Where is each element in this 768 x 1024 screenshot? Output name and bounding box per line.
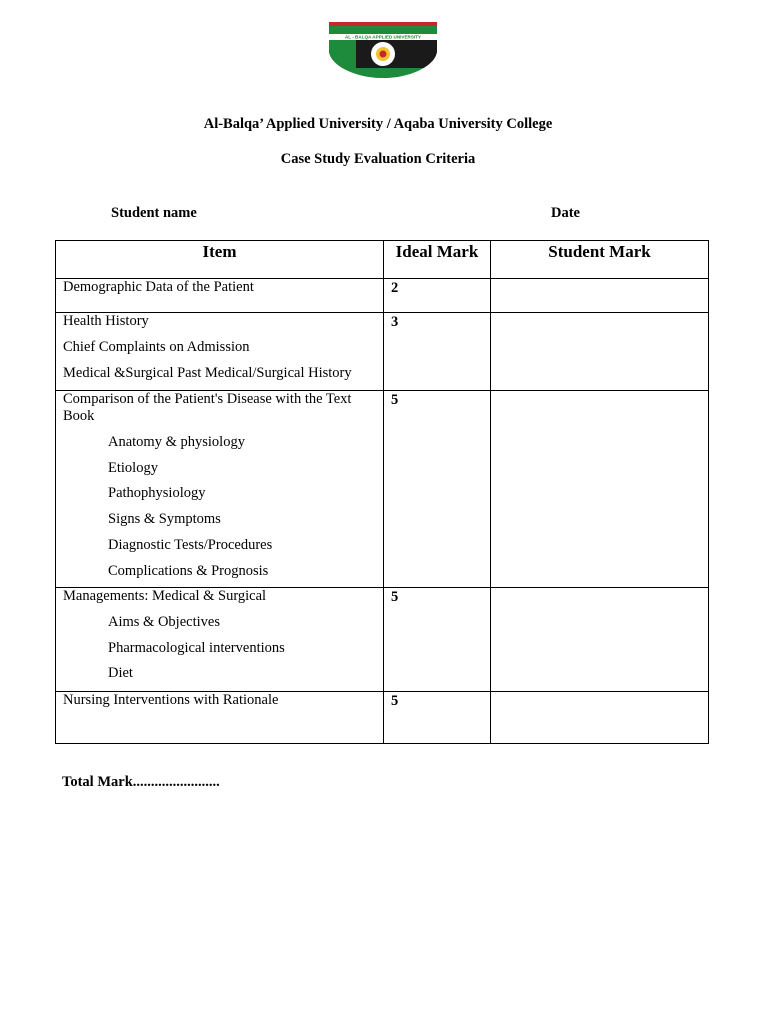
student-mark-cell[interactable] (491, 279, 709, 313)
item-subline: Anatomy & physiology (108, 433, 245, 450)
evaluation-criteria-table (55, 240, 709, 744)
ideal-mark-cell: 5 (384, 391, 491, 588)
item-line: Comparison of the Patient's Disease with the Text Book (63, 391, 352, 424)
student-name-label: Student name (111, 205, 197, 221)
item-subline: Pathophysiology (108, 485, 206, 502)
item-subline: Diagnostic Tests/Procedures (108, 536, 273, 553)
ideal-mark-cell: 3 (384, 313, 491, 391)
item-subline: Etiology (108, 459, 158, 476)
ideal-mark-cell: 2 (384, 279, 491, 313)
item-line: Chief Complaints on Admission (63, 338, 250, 355)
table-row (56, 279, 709, 313)
table-header-row (56, 241, 709, 279)
document-title: Case Study Evaluation Criteria (280, 151, 476, 167)
item-subline: Aims & Objectives (108, 613, 220, 630)
column-header-ideal-mark: Ideal Mark (384, 241, 491, 279)
item-cell (56, 279, 384, 313)
item-cell (56, 391, 384, 588)
item-line: Demographic Data of the Patient (63, 279, 254, 295)
item-subline: Pharmacological interventions (108, 639, 285, 656)
student-mark-cell[interactable] (491, 588, 709, 692)
item-line: Nursing Interventions with Rationale (63, 692, 279, 708)
item-cell (56, 692, 384, 744)
total-mark-label: Total Mark........................ (62, 774, 220, 790)
column-header-student-mark: Student Mark (491, 241, 709, 279)
student-mark-cell[interactable] (491, 391, 709, 588)
student-mark-cell[interactable] (491, 692, 709, 744)
item-subline: Complications & Prognosis (108, 562, 269, 579)
table-row (56, 588, 709, 692)
table-row (56, 313, 709, 391)
item-subline: Diet (108, 665, 133, 682)
institution-name: Al-Balqa’ Applied University / Aqaba University College (203, 116, 553, 132)
item-cell (56, 313, 384, 391)
item-line: Health History (63, 313, 149, 329)
table-row (56, 391, 709, 588)
column-header-item: Item (56, 241, 384, 279)
item-line: Managements: Medical & Surgical (63, 588, 267, 604)
table-row (56, 692, 709, 744)
student-mark-cell[interactable] (491, 313, 709, 391)
item-subline: Signs & Symptoms (108, 511, 221, 528)
item-line: Medical &Surgical Past Medical/Surgical History (63, 364, 352, 381)
university-logo (326, 20, 440, 80)
svg-text:AL - BALQA APPLIED UNIVERSITY: AL - BALQA APPLIED UNIVERSITY (344, 34, 422, 40)
ideal-mark-cell: 5 (384, 692, 491, 744)
date-label: Date (551, 205, 580, 221)
ideal-mark-cell: 5 (384, 588, 491, 692)
item-cell (56, 588, 384, 692)
